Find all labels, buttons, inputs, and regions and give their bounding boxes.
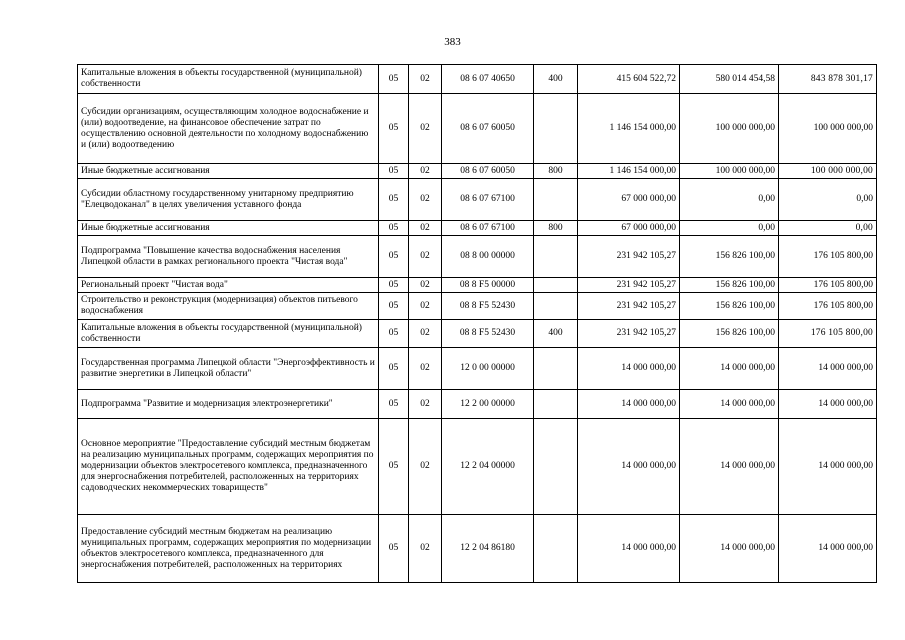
row-amount-1: 231 942 105,27 (578, 293, 680, 320)
row-subchapter: 02 (409, 94, 442, 164)
table-row (78, 278, 877, 293)
row-subchapter: 02 (409, 164, 442, 179)
row-amount-2: 0,00 (680, 221, 779, 236)
row-name: Предоставление субсидий местным бюджетам на реализацию муниципальных программ, содержащих мероприятия по модернизации объектов электросетевого комплекса, предназначенного для энергоснабжения потребителей, расположенных на территориях (78, 515, 379, 583)
row-expense-type: 800 (534, 164, 578, 179)
row-target-code: 08 6 07 60050 (442, 164, 534, 179)
row-amount-1: 14 000 000,00 (578, 419, 680, 515)
row-amount-2: 156 826 100,00 (680, 278, 779, 293)
row-expense-type (534, 419, 578, 515)
table-row (78, 320, 877, 348)
row-name: Субсидии областному государственному унитарному предприятию "Елецводоканал" в целях увеличения уставного фонда (78, 179, 379, 221)
row-amount-3: 176 105 800,00 (779, 278, 877, 293)
row-chapter: 05 (379, 278, 409, 293)
row-amount-3: 14 000 000,00 (779, 515, 877, 583)
row-target-code: 08 6 07 60050 (442, 94, 534, 164)
row-target-code: 08 6 07 40650 (442, 65, 534, 94)
row-amount-1: 231 942 105,27 (578, 236, 680, 278)
row-chapter: 05 (379, 390, 409, 419)
row-target-code: 08 8 F5 52430 (442, 293, 534, 320)
row-amount-2: 14 000 000,00 (680, 515, 779, 583)
row-amount-3: 0,00 (779, 179, 877, 221)
table-row (78, 164, 877, 179)
table-row (78, 94, 877, 164)
row-target-code: 08 8 F5 00000 (442, 278, 534, 293)
row-chapter: 05 (379, 179, 409, 221)
row-amount-1: 14 000 000,00 (578, 515, 680, 583)
row-amount-2: 156 826 100,00 (680, 236, 779, 278)
row-chapter: 05 (379, 94, 409, 164)
row-amount-1: 67 000 000,00 (578, 221, 680, 236)
row-subchapter: 02 (409, 278, 442, 293)
table-row (78, 221, 877, 236)
row-amount-3: 14 000 000,00 (779, 390, 877, 419)
row-amount-2: 14 000 000,00 (680, 390, 779, 419)
row-amount-3: 14 000 000,00 (779, 419, 877, 515)
row-subchapter: 02 (409, 179, 442, 221)
row-chapter: 05 (379, 320, 409, 348)
table-row (78, 236, 877, 278)
row-amount-1: 415 604 522,72 (578, 65, 680, 94)
row-amount-3: 100 000 000,00 (779, 164, 877, 179)
row-amount-2: 156 826 100,00 (680, 320, 779, 348)
row-target-code: 12 2 04 86180 (442, 515, 534, 583)
row-name: Капитальные вложения в объекты государственной (муниципальной) собственности (78, 65, 379, 94)
row-name: Подпрограмма "Развитие и модернизация электроэнергетики" (78, 390, 379, 419)
table-row (78, 390, 877, 419)
row-chapter: 05 (379, 221, 409, 236)
table-row (78, 419, 877, 515)
row-amount-3: 176 105 800,00 (779, 320, 877, 348)
row-amount-3: 14 000 000,00 (779, 348, 877, 390)
row-target-code: 08 6 07 67100 (442, 179, 534, 221)
row-expense-type (534, 515, 578, 583)
row-amount-1: 1 146 154 000,00 (578, 94, 680, 164)
row-amount-2: 0,00 (680, 179, 779, 221)
row-chapter: 05 (379, 515, 409, 583)
table-row (78, 348, 877, 390)
row-subchapter: 02 (409, 236, 442, 278)
row-chapter: 05 (379, 65, 409, 94)
row-expense-type: 800 (534, 221, 578, 236)
row-subchapter: 02 (409, 515, 442, 583)
row-amount-1: 231 942 105,27 (578, 278, 680, 293)
row-amount-2: 14 000 000,00 (680, 348, 779, 390)
row-name: Основное мероприятие "Предоставление субсидий местным бюджетам на реализацию муниципальных программ, содержащих мероприятия по модернизации объектов электросетевого комплекса, предназначенного для энергоснабжения потребителей, расположенных на территориях садоводческих некоммерческих товариществ" (78, 419, 379, 515)
row-expense-type (534, 236, 578, 278)
row-chapter: 05 (379, 348, 409, 390)
row-chapter: 05 (379, 164, 409, 179)
table-row (78, 515, 877, 583)
row-subchapter: 02 (409, 390, 442, 419)
row-expense-type (534, 348, 578, 390)
row-target-code: 12 0 00 00000 (442, 348, 534, 390)
row-subchapter: 02 (409, 221, 442, 236)
row-name: Иные бюджетные ассигнования (78, 221, 379, 236)
row-expense-type (534, 94, 578, 164)
row-amount-1: 67 000 000,00 (578, 179, 680, 221)
row-subchapter: 02 (409, 419, 442, 515)
row-expense-type (534, 278, 578, 293)
row-amount-2: 100 000 000,00 (680, 164, 779, 179)
page-number: 383 (444, 36, 461, 48)
row-amount-2: 580 014 454,58 (680, 65, 779, 94)
row-expense-type: 400 (534, 320, 578, 348)
row-amount-1: 1 146 154 000,00 (578, 164, 680, 179)
row-expense-type (534, 390, 578, 419)
row-subchapter: 02 (409, 320, 442, 348)
row-target-code: 08 8 00 00000 (442, 236, 534, 278)
row-subchapter: 02 (409, 65, 442, 94)
row-chapter: 05 (379, 236, 409, 278)
table-row (78, 65, 877, 94)
row-amount-3: 843 878 301,17 (779, 65, 877, 94)
row-chapter: 05 (379, 293, 409, 320)
budget-table (77, 64, 877, 583)
row-expense-type (534, 179, 578, 221)
row-name: Субсидии организациям, осуществляющим холодное водоснабжение и (или) водоотведение, на финансовое обеспечение затрат по осуществлению основной деятельности по холодному водоснабжению и (или) водоотведению (78, 94, 379, 164)
row-amount-3: 176 105 800,00 (779, 293, 877, 320)
row-amount-3: 176 105 800,00 (779, 236, 877, 278)
row-chapter: 05 (379, 419, 409, 515)
row-amount-1: 231 942 105,27 (578, 320, 680, 348)
row-name: Строительство и реконструкция (модернизация) объектов питьевого водоснабжения (78, 293, 379, 320)
row-target-code: 08 6 07 67100 (442, 221, 534, 236)
row-target-code: 12 2 04 00000 (442, 419, 534, 515)
row-target-code: 08 8 F5 52430 (442, 320, 534, 348)
row-expense-type: 400 (534, 65, 578, 94)
row-amount-1: 14 000 000,00 (578, 348, 680, 390)
row-amount-3: 0,00 (779, 221, 877, 236)
row-name: Государственная программа Липецкой области "Энергоэффективность и развитие энергетики в Липецкой области" (78, 348, 379, 390)
table-row (78, 179, 877, 221)
row-target-code: 12 2 00 00000 (442, 390, 534, 419)
row-amount-2: 156 826 100,00 (680, 293, 779, 320)
row-name: Региональный проект "Чистая вода" (78, 278, 379, 293)
row-subchapter: 02 (409, 348, 442, 390)
row-expense-type (534, 293, 578, 320)
row-amount-2: 100 000 000,00 (680, 94, 779, 164)
row-name: Подпрограмма "Повышение качества водоснабжения населения Липецкой области в рамках регионального проекта "Чистая вода" (78, 236, 379, 278)
row-name: Иные бюджетные ассигнования (78, 164, 379, 179)
table-row (78, 293, 877, 320)
row-amount-1: 14 000 000,00 (578, 390, 680, 419)
row-amount-3: 100 000 000,00 (779, 94, 877, 164)
row-name: Капитальные вложения в объекты государственной (муниципальной) собственности (78, 320, 379, 348)
row-amount-2: 14 000 000,00 (680, 419, 779, 515)
row-subchapter: 02 (409, 293, 442, 320)
